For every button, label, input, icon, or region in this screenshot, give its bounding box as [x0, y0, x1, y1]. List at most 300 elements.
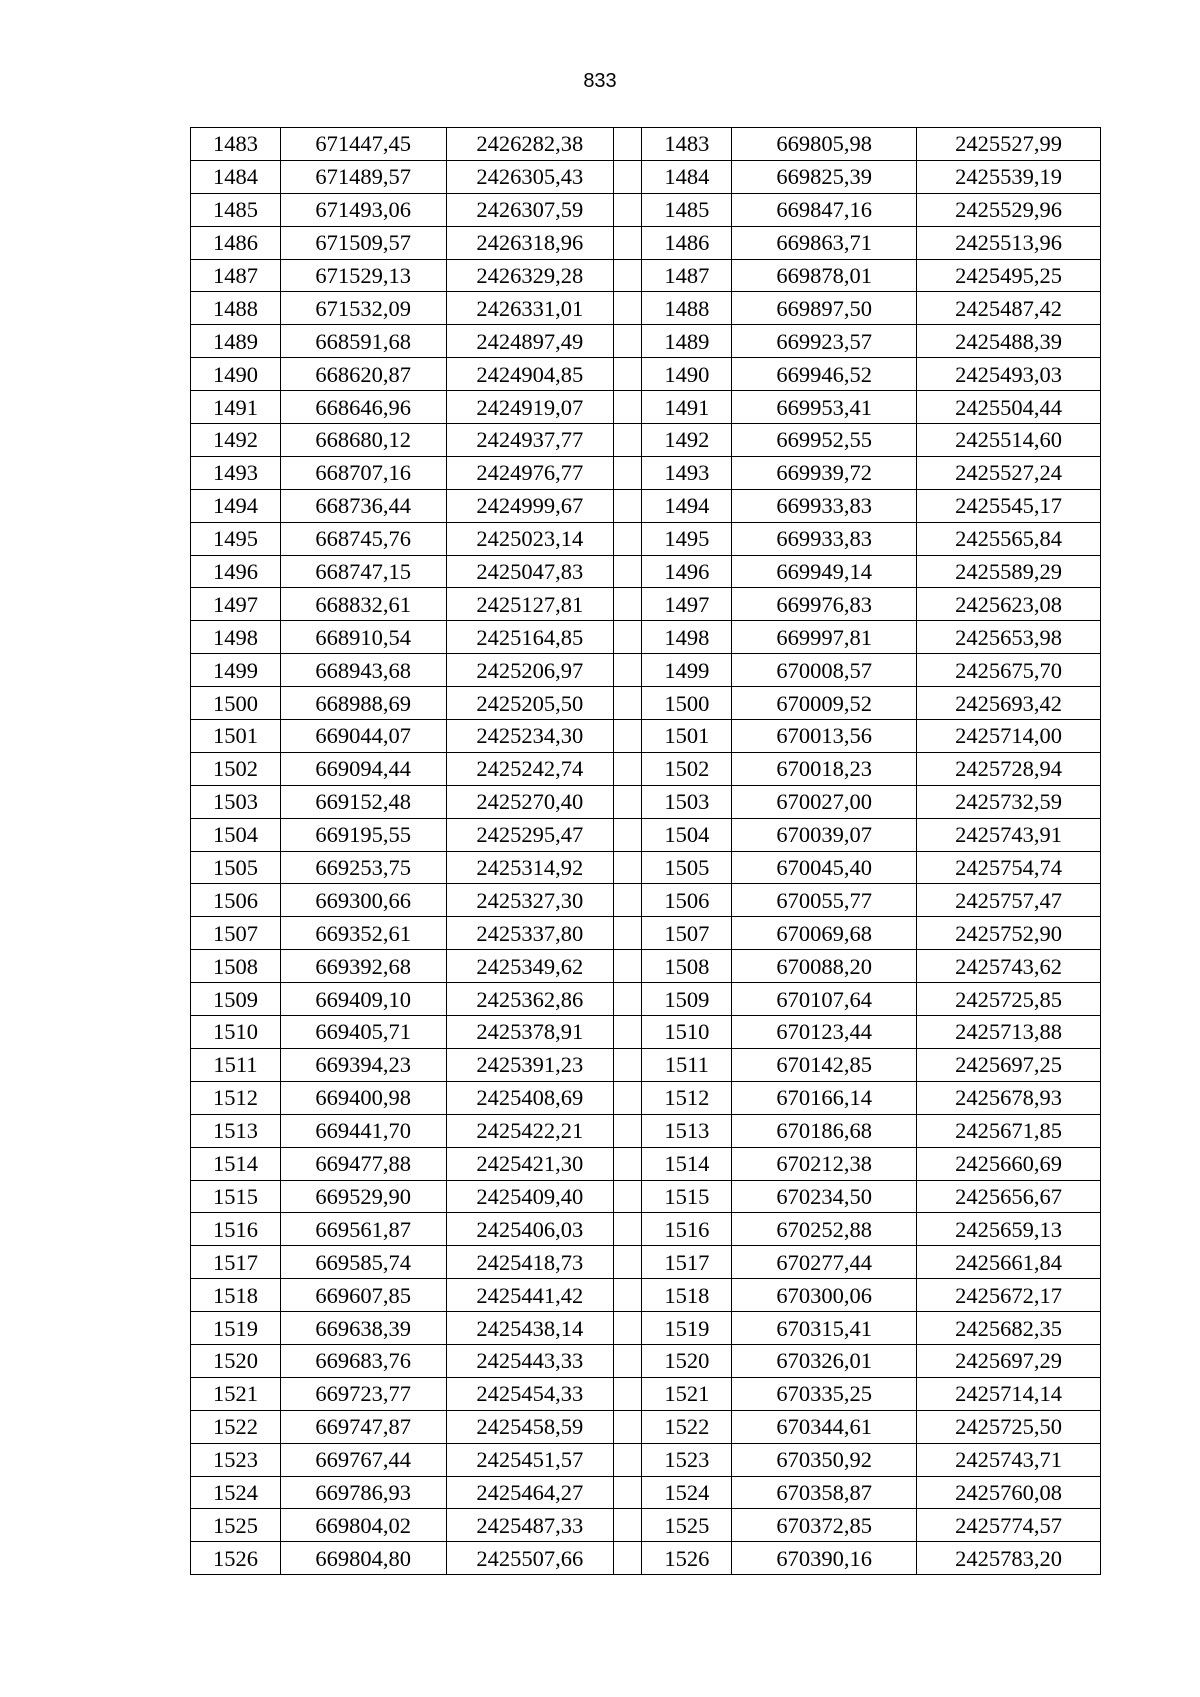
point-number-left: 1489: [191, 325, 281, 358]
spacer-cell: [614, 358, 642, 391]
point-number-right: 1492: [642, 424, 732, 457]
spacer-cell: [614, 818, 642, 851]
point-number-left: 1487: [191, 259, 281, 292]
table-row: [191, 1147, 1101, 1180]
table-row: [191, 1509, 1101, 1542]
point-number-right: 1525: [642, 1509, 732, 1542]
spacer-cell: [614, 1114, 642, 1147]
point-number-right: 1496: [642, 555, 732, 588]
x-coordinate-left: 669400,98: [280, 1081, 446, 1114]
y-coordinate-left: 2425507,66: [446, 1542, 614, 1575]
x-coordinate-left: 669394,23: [280, 1048, 446, 1081]
table-row: [191, 391, 1101, 424]
x-coordinate-left: 669786,93: [280, 1476, 446, 1509]
page-number: 833: [583, 70, 617, 92]
spacer-cell: [614, 884, 642, 917]
x-coordinate-left: 668680,12: [280, 424, 446, 457]
x-coordinate-right: 669923,57: [732, 325, 917, 358]
point-number-right: 1485: [642, 193, 732, 226]
point-number-left: 1520: [191, 1344, 281, 1377]
table-row: [191, 818, 1101, 851]
spacer-cell: [614, 1279, 642, 1312]
y-coordinate-left: 2425408,69: [446, 1081, 614, 1114]
x-coordinate-left: 669152,48: [280, 785, 446, 818]
y-coordinate-left: 2425454,33: [446, 1377, 614, 1410]
point-number-left: 1490: [191, 358, 281, 391]
y-coordinate-left: 2425458,59: [446, 1410, 614, 1443]
y-coordinate-right: 2425661,84: [917, 1246, 1101, 1279]
y-coordinate-left: 2426329,28: [446, 259, 614, 292]
x-coordinate-left: 668646,96: [280, 391, 446, 424]
y-coordinate-left: 2425418,73: [446, 1246, 614, 1279]
x-coordinate-right: 670326,01: [732, 1344, 917, 1377]
y-coordinate-left: 2425023,14: [446, 522, 614, 555]
x-coordinate-right: 670088,20: [732, 950, 917, 983]
y-coordinate-left: 2425391,23: [446, 1048, 614, 1081]
y-coordinate-right: 2425545,17: [917, 489, 1101, 522]
point-number-right: 1526: [642, 1542, 732, 1575]
y-coordinate-right: 2425783,20: [917, 1542, 1101, 1575]
x-coordinate-left: 669561,87: [280, 1213, 446, 1246]
y-coordinate-left: 2425422,21: [446, 1114, 614, 1147]
x-coordinate-right: 670344,61: [732, 1410, 917, 1443]
coordinates-table-body: [191, 128, 1101, 1575]
x-coordinate-right: 670300,06: [732, 1279, 917, 1312]
spacer-cell: [614, 1016, 642, 1049]
point-number-left: 1491: [191, 391, 281, 424]
spacer-cell: [614, 1213, 642, 1246]
y-coordinate-left: 2426318,96: [446, 226, 614, 259]
point-number-left: 1492: [191, 424, 281, 457]
point-number-right: 1498: [642, 621, 732, 654]
x-coordinate-right: 670069,68: [732, 917, 917, 950]
point-number-right: 1513: [642, 1114, 732, 1147]
y-coordinate-right: 2425697,29: [917, 1344, 1101, 1377]
table-row: [191, 1081, 1101, 1114]
x-coordinate-left: 669529,90: [280, 1180, 446, 1213]
spacer-cell: [614, 687, 642, 720]
table-row: [191, 1180, 1101, 1213]
point-number-left: 1522: [191, 1410, 281, 1443]
x-coordinate-left: 669804,80: [280, 1542, 446, 1575]
point-number-left: 1525: [191, 1509, 281, 1542]
x-coordinate-right: 669933,83: [732, 489, 917, 522]
y-coordinate-right: 2425728,94: [917, 752, 1101, 785]
point-number-left: 1503: [191, 785, 281, 818]
x-coordinate-right: 669976,83: [732, 588, 917, 621]
x-coordinate-right: 669897,50: [732, 292, 917, 325]
spacer-cell: [614, 1147, 642, 1180]
point-number-right: 1518: [642, 1279, 732, 1312]
point-number-left: 1493: [191, 456, 281, 489]
y-coordinate-left: 2425314,92: [446, 851, 614, 884]
y-coordinate-right: 2425725,50: [917, 1410, 1101, 1443]
spacer-cell: [614, 1081, 642, 1114]
y-coordinate-left: 2425487,33: [446, 1509, 614, 1542]
x-coordinate-left: 668736,44: [280, 489, 446, 522]
y-coordinate-right: 2425675,70: [917, 654, 1101, 687]
y-coordinate-right: 2425660,69: [917, 1147, 1101, 1180]
y-coordinate-left: 2425234,30: [446, 720, 614, 753]
y-coordinate-right: 2425714,14: [917, 1377, 1101, 1410]
point-number-left: 1518: [191, 1279, 281, 1312]
spacer-cell: [614, 1443, 642, 1476]
point-number-left: 1484: [191, 160, 281, 193]
table-row: [191, 489, 1101, 522]
point-number-right: 1501: [642, 720, 732, 753]
table-row: [191, 226, 1101, 259]
x-coordinate-right: 669952,55: [732, 424, 917, 457]
x-coordinate-left: 671529,13: [280, 259, 446, 292]
y-coordinate-right: 2425697,25: [917, 1048, 1101, 1081]
y-coordinate-left: 2425270,40: [446, 785, 614, 818]
x-coordinate-left: 668591,68: [280, 325, 446, 358]
x-coordinate-right: 669933,83: [732, 522, 917, 555]
x-coordinate-left: 669723,77: [280, 1377, 446, 1410]
table-row: [191, 193, 1101, 226]
y-coordinate-right: 2425743,91: [917, 818, 1101, 851]
spacer-cell: [614, 720, 642, 753]
x-coordinate-left: 668943,68: [280, 654, 446, 687]
table-row: [191, 950, 1101, 983]
x-coordinate-left: 668707,16: [280, 456, 446, 489]
y-coordinate-left: 2425421,30: [446, 1147, 614, 1180]
y-coordinate-left: 2425349,62: [446, 950, 614, 983]
x-coordinate-right: 670142,85: [732, 1048, 917, 1081]
point-number-right: 1488: [642, 292, 732, 325]
y-coordinate-right: 2425623,08: [917, 588, 1101, 621]
x-coordinate-right: 670018,23: [732, 752, 917, 785]
y-coordinate-left: 2425127,81: [446, 588, 614, 621]
table-row: [191, 1016, 1101, 1049]
table-row: [191, 851, 1101, 884]
y-coordinate-right: 2425487,42: [917, 292, 1101, 325]
y-coordinate-right: 2425757,47: [917, 884, 1101, 917]
y-coordinate-right: 2425743,62: [917, 950, 1101, 983]
x-coordinate-left: 669405,71: [280, 1016, 446, 1049]
point-number-right: 1490: [642, 358, 732, 391]
spacer-cell: [614, 1246, 642, 1279]
y-coordinate-right: 2425493,03: [917, 358, 1101, 391]
y-coordinate-right: 2425752,90: [917, 917, 1101, 950]
point-number-left: 1509: [191, 983, 281, 1016]
y-coordinate-left: 2424897,49: [446, 325, 614, 358]
y-coordinate-left: 2426282,38: [446, 128, 614, 161]
table-row: [191, 1279, 1101, 1312]
x-coordinate-right: 670055,77: [732, 884, 917, 917]
table-row: [191, 917, 1101, 950]
y-coordinate-right: 2425527,24: [917, 456, 1101, 489]
spacer-cell: [614, 1048, 642, 1081]
x-coordinate-right: 669847,16: [732, 193, 917, 226]
x-coordinate-left: 668832,61: [280, 588, 446, 621]
table-row: [191, 1213, 1101, 1246]
point-number-right: 1487: [642, 259, 732, 292]
y-coordinate-right: 2425656,67: [917, 1180, 1101, 1213]
x-coordinate-left: 671493,06: [280, 193, 446, 226]
x-coordinate-right: 670315,41: [732, 1312, 917, 1345]
y-coordinate-left: 2424937,77: [446, 424, 614, 457]
spacer-cell: [614, 1476, 642, 1509]
spacer-cell: [614, 1180, 642, 1213]
x-coordinate-right: 669939,72: [732, 456, 917, 489]
x-coordinate-left: 669804,02: [280, 1509, 446, 1542]
point-number-left: 1485: [191, 193, 281, 226]
y-coordinate-left: 2425406,03: [446, 1213, 614, 1246]
y-coordinate-right: 2425682,35: [917, 1312, 1101, 1345]
point-number-right: 1495: [642, 522, 732, 555]
table-row: [191, 1312, 1101, 1345]
spacer-cell: [614, 1542, 642, 1575]
x-coordinate-right: 670166,14: [732, 1081, 917, 1114]
spacer-cell: [614, 424, 642, 457]
point-number-right: 1517: [642, 1246, 732, 1279]
point-number-left: 1488: [191, 292, 281, 325]
x-coordinate-left: 669094,44: [280, 752, 446, 785]
y-coordinate-left: 2424976,77: [446, 456, 614, 489]
point-number-right: 1515: [642, 1180, 732, 1213]
point-number-left: 1494: [191, 489, 281, 522]
point-number-right: 1502: [642, 752, 732, 785]
x-coordinate-left: 669683,76: [280, 1344, 446, 1377]
y-coordinate-left: 2425362,86: [446, 983, 614, 1016]
x-coordinate-left: 671447,45: [280, 128, 446, 161]
point-number-left: 1500: [191, 687, 281, 720]
x-coordinate-right: 670212,38: [732, 1147, 917, 1180]
point-number-right: 1520: [642, 1344, 732, 1377]
x-coordinate-right: 670335,25: [732, 1377, 917, 1410]
x-coordinate-right: 670234,50: [732, 1180, 917, 1213]
y-coordinate-left: 2425047,83: [446, 555, 614, 588]
point-number-right: 1493: [642, 456, 732, 489]
point-number-right: 1500: [642, 687, 732, 720]
point-number-right: 1505: [642, 851, 732, 884]
point-number-left: 1507: [191, 917, 281, 950]
x-coordinate-right: 669805,98: [732, 128, 917, 161]
table-row: [191, 1344, 1101, 1377]
point-number-left: 1516: [191, 1213, 281, 1246]
table-row: [191, 259, 1101, 292]
y-coordinate-right: 2425659,13: [917, 1213, 1101, 1246]
spacer-cell: [614, 325, 642, 358]
table-row: [191, 424, 1101, 457]
table-row: [191, 588, 1101, 621]
spacer-cell: [614, 226, 642, 259]
y-coordinate-right: 2425760,08: [917, 1476, 1101, 1509]
y-coordinate-left: 2424999,67: [446, 489, 614, 522]
x-coordinate-right: 670252,88: [732, 1213, 917, 1246]
x-coordinate-right: 670372,85: [732, 1509, 917, 1542]
y-coordinate-right: 2425714,00: [917, 720, 1101, 753]
y-coordinate-left: 2424919,07: [446, 391, 614, 424]
point-number-left: 1505: [191, 851, 281, 884]
y-coordinate-right: 2425671,85: [917, 1114, 1101, 1147]
y-coordinate-left: 2426331,01: [446, 292, 614, 325]
x-coordinate-right: 670008,57: [732, 654, 917, 687]
x-coordinate-right: 670027,00: [732, 785, 917, 818]
spacer-cell: [614, 752, 642, 785]
spacer-cell: [614, 917, 642, 950]
coordinates-table: [190, 127, 1101, 1575]
spacer-cell: [614, 1410, 642, 1443]
point-number-right: 1512: [642, 1081, 732, 1114]
x-coordinate-left: 671532,09: [280, 292, 446, 325]
point-number-left: 1486: [191, 226, 281, 259]
x-coordinate-right: 670039,07: [732, 818, 917, 851]
x-coordinate-right: 669953,41: [732, 391, 917, 424]
x-coordinate-right: 670123,44: [732, 1016, 917, 1049]
point-number-left: 1519: [191, 1312, 281, 1345]
y-coordinate-left: 2425464,27: [446, 1476, 614, 1509]
y-coordinate-right: 2425527,99: [917, 128, 1101, 161]
table-row: [191, 1476, 1101, 1509]
x-coordinate-left: 669638,39: [280, 1312, 446, 1345]
point-number-left: 1511: [191, 1048, 281, 1081]
y-coordinate-left: 2425295,47: [446, 818, 614, 851]
y-coordinate-right: 2425589,29: [917, 555, 1101, 588]
table-row: [191, 128, 1101, 161]
x-coordinate-left: 669044,07: [280, 720, 446, 753]
x-coordinate-left: 668910,54: [280, 621, 446, 654]
y-coordinate-left: 2425327,30: [446, 884, 614, 917]
y-coordinate-left: 2425409,40: [446, 1180, 614, 1213]
point-number-right: 1507: [642, 917, 732, 950]
x-coordinate-right: 669825,39: [732, 160, 917, 193]
point-number-right: 1514: [642, 1147, 732, 1180]
table-row: [191, 358, 1101, 391]
point-number-left: 1502: [191, 752, 281, 785]
point-number-right: 1523: [642, 1443, 732, 1476]
y-coordinate-left: 2425242,74: [446, 752, 614, 785]
x-coordinate-left: 668620,87: [280, 358, 446, 391]
point-number-right: 1511: [642, 1048, 732, 1081]
table-row: [191, 720, 1101, 753]
x-coordinate-left: 669441,70: [280, 1114, 446, 1147]
point-number-left: 1524: [191, 1476, 281, 1509]
table-row: [191, 1114, 1101, 1147]
point-number-left: 1521: [191, 1377, 281, 1410]
x-coordinate-right: 670390,16: [732, 1542, 917, 1575]
y-coordinate-right: 2425754,74: [917, 851, 1101, 884]
y-coordinate-right: 2425514,60: [917, 424, 1101, 457]
spacer-cell: [614, 489, 642, 522]
y-coordinate-left: 2425438,14: [446, 1312, 614, 1345]
point-number-left: 1501: [191, 720, 281, 753]
x-coordinate-right: 670277,44: [732, 1246, 917, 1279]
point-number-left: 1504: [191, 818, 281, 851]
spacer-cell: [614, 193, 642, 226]
x-coordinate-right: 669863,71: [732, 226, 917, 259]
x-coordinate-left: 668745,76: [280, 522, 446, 555]
spacer-cell: [614, 128, 642, 161]
spacer-cell: [614, 391, 642, 424]
y-coordinate-left: 2425337,80: [446, 917, 614, 950]
table-row: [191, 456, 1101, 489]
point-number-left: 1496: [191, 555, 281, 588]
spacer-cell: [614, 588, 642, 621]
y-coordinate-right: 2425725,85: [917, 983, 1101, 1016]
point-number-right: 1516: [642, 1213, 732, 1246]
x-coordinate-right: 669878,01: [732, 259, 917, 292]
y-coordinate-right: 2425529,96: [917, 193, 1101, 226]
point-number-left: 1499: [191, 654, 281, 687]
y-coordinate-left: 2424904,85: [446, 358, 614, 391]
table-row: [191, 884, 1101, 917]
point-number-left: 1512: [191, 1081, 281, 1114]
point-number-right: 1494: [642, 489, 732, 522]
y-coordinate-right: 2425713,88: [917, 1016, 1101, 1049]
spacer-cell: [614, 1344, 642, 1377]
x-coordinate-right: 670186,68: [732, 1114, 917, 1147]
spacer-cell: [614, 1509, 642, 1542]
y-coordinate-left: 2425205,50: [446, 687, 614, 720]
point-number-right: 1508: [642, 950, 732, 983]
y-coordinate-right: 2425513,96: [917, 226, 1101, 259]
y-coordinate-right: 2425539,19: [917, 160, 1101, 193]
spacer-cell: [614, 785, 642, 818]
table-row: [191, 752, 1101, 785]
x-coordinate-right: 670045,40: [732, 851, 917, 884]
point-number-left: 1515: [191, 1180, 281, 1213]
point-number-left: 1498: [191, 621, 281, 654]
x-coordinate-right: 670358,87: [732, 1476, 917, 1509]
y-coordinate-right: 2425774,57: [917, 1509, 1101, 1542]
point-number-left: 1523: [191, 1443, 281, 1476]
y-coordinate-right: 2425672,17: [917, 1279, 1101, 1312]
y-coordinate-right: 2425732,59: [917, 785, 1101, 818]
point-number-left: 1526: [191, 1542, 281, 1575]
x-coordinate-right: 669946,52: [732, 358, 917, 391]
x-coordinate-left: 669253,75: [280, 851, 446, 884]
table-row: [191, 687, 1101, 720]
x-coordinate-left: 669409,10: [280, 983, 446, 1016]
y-coordinate-left: 2425441,42: [446, 1279, 614, 1312]
spacer-cell: [614, 1312, 642, 1345]
x-coordinate-right: 669949,14: [732, 555, 917, 588]
y-coordinate-left: 2425378,91: [446, 1016, 614, 1049]
point-number-left: 1514: [191, 1147, 281, 1180]
spacer-cell: [614, 522, 642, 555]
y-coordinate-right: 2425678,93: [917, 1081, 1101, 1114]
y-coordinate-right: 2425743,71: [917, 1443, 1101, 1476]
table-row: [191, 555, 1101, 588]
x-coordinate-left: 669585,74: [280, 1246, 446, 1279]
point-number-right: 1524: [642, 1476, 732, 1509]
x-coordinate-right: 670107,64: [732, 983, 917, 1016]
point-number-right: 1497: [642, 588, 732, 621]
point-number-left: 1508: [191, 950, 281, 983]
x-coordinate-right: 669997,81: [732, 621, 917, 654]
point-number-left: 1483: [191, 128, 281, 161]
point-number-right: 1499: [642, 654, 732, 687]
x-coordinate-left: 669607,85: [280, 1279, 446, 1312]
x-coordinate-left: 669300,66: [280, 884, 446, 917]
x-coordinate-right: 670009,52: [732, 687, 917, 720]
table-row: [191, 1410, 1101, 1443]
point-number-left: 1495: [191, 522, 281, 555]
table-row: [191, 292, 1101, 325]
y-coordinate-right: 2425488,39: [917, 325, 1101, 358]
y-coordinate-right: 2425504,44: [917, 391, 1101, 424]
spacer-cell: [614, 456, 642, 489]
spacer-cell: [614, 1377, 642, 1410]
x-coordinate-left: 669767,44: [280, 1443, 446, 1476]
table-row: [191, 654, 1101, 687]
table-row: [191, 983, 1101, 1016]
x-coordinate-left: 669352,61: [280, 917, 446, 950]
point-number-left: 1510: [191, 1016, 281, 1049]
x-coordinate-left: 669477,88: [280, 1147, 446, 1180]
